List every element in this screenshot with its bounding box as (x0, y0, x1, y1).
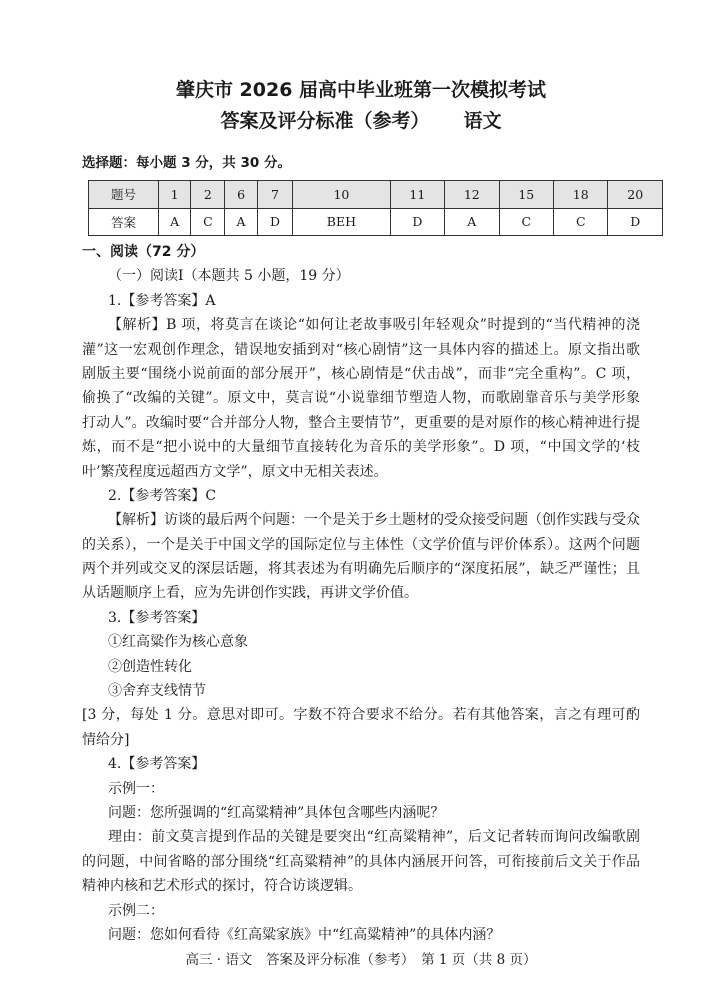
q4-reason-line: 精神内核和艺术形式的探讨，符合访谈逻辑。 (82, 878, 362, 895)
q4-example2-label: 示例二： (108, 902, 164, 919)
subsection-heading: （一）阅读Ⅰ（本题共 5 小题，19 分） (108, 268, 350, 285)
q4-reason-line: 的问题，中间省略的部分围绕“红高粱精神”的具体内涵展开问答，可衔接前后文关于作品 (82, 853, 640, 870)
mcq-note: 选择题：每小题 3 分，共 30 分。 (82, 155, 291, 171)
question-number: 1 (159, 181, 191, 209)
question-number-row (89, 181, 663, 209)
q4-example1-label: 示例一： (108, 780, 164, 797)
q1-analysis-line: 叶’繁茂程度远超西方文学”，原文中无相关表述。 (82, 463, 388, 480)
q2-analysis-line: 【解析】访谈的最后两个问题：一个是关于乡土题材的受众接受问题（创作实践与受众 (108, 512, 640, 529)
answer-cell: D (608, 208, 663, 236)
q4-reason-line: 理由：前文莫言提到作品的关键是要突出“红高粱精神”，后文记者转而询问改编歌剧 (108, 829, 640, 846)
question-number: 10 (293, 181, 390, 209)
question-number: 18 (554, 181, 608, 209)
answer-cell: A (445, 208, 499, 236)
q1-analysis-line: 炼，而不是“把小说中的大量细节直接转化为音乐的美学形象”。D 项，“中国文学的‘枝 (82, 439, 640, 456)
question-number: 11 (390, 181, 444, 209)
answer-row (89, 208, 663, 236)
page-footer: 高三 · 语文 答案及评分标准（参考） 第 1 页（共 8 页） (185, 952, 537, 968)
answer-cell: C (554, 208, 608, 236)
answer-cell: D (390, 208, 444, 236)
row-header: 题号 (89, 181, 159, 209)
document-title: 肇庆市 2026 届高中毕业班第一次模拟考试 (175, 79, 547, 101)
q4-question1: 问题：您所强调的“红高粱精神”具体包含哪些内涵呢？ (108, 804, 445, 821)
answer-cell: D (257, 208, 293, 236)
row-header: 答案 (89, 208, 159, 236)
q2-analysis-line: 的关系），一个是关于中国文学的国际定位与主体性（文学价值与评价体系）。这两个问题 (82, 536, 640, 553)
q2-answer: 2.【参考答案】C (108, 487, 217, 504)
section-heading: 一、阅读（72 分） (82, 244, 205, 260)
q3-point: ①红高粱作为核心意象 (108, 634, 248, 651)
q1-analysis-line: 偷换了“改编的关键”。原文中，莫言说“小说靠细节塑造人物，而歌剧靠音乐与美学形象 (82, 390, 640, 407)
q2-analysis-line: 从话题顺序上看，应为先讲创作实践，再讲文学价值。 (82, 585, 418, 602)
document-body (82, 240, 640, 947)
q1-analysis-line: 打动人”。改编时要“合并部分人物，整合主要情节”，更重要的是对原作的核心精神进行提 (82, 414, 640, 431)
answer-cell: C (191, 208, 225, 236)
q4-question2: 问题：您如何看待《红高粱家族》中“红高粱精神”的具体内涵？ (108, 926, 501, 943)
answer-table (88, 180, 663, 236)
question-number: 7 (257, 181, 293, 209)
q4-answer: 4.【参考答案】 (108, 756, 206, 773)
q3-point: ②创造性转化 (108, 658, 192, 675)
q3-scoring-line: [3 分，每处 1 分。意思对即可。字数不符合要求不给分。若有其他答案，言之有理可酌 (82, 707, 640, 724)
q2-analysis-line: 两个并列或交叉的深层话题，将其表述为有明确先后顺序的“深度拓展”，缺乏严谨性；且 (82, 561, 640, 578)
answer-cell: A (159, 208, 191, 236)
q1-answer: 1.【参考答案】A (108, 292, 216, 309)
answer-cell: A (225, 208, 257, 236)
q1-analysis-line: 【解析】B 项，将莫言在谈论“如何让老故事吸引年轻观众”时提到的“当代精神的浇 (108, 317, 640, 334)
subtitle-text: 答案及评分标准（参考） (220, 110, 430, 132)
question-number: 6 (225, 181, 257, 209)
question-number: 2 (191, 181, 225, 209)
document-subtitle (0, 106, 722, 133)
q3-point: ③舍弃支线情节 (108, 683, 206, 700)
q1-analysis-line: 剧版主要“围绕小说前面的部分展开”，核心剧情是“伏击战”，而非“完全重构”。C 项， (82, 365, 640, 382)
subject-label: 语文 (463, 110, 502, 132)
question-number: 20 (608, 181, 663, 209)
answer-cell: C (499, 208, 553, 236)
question-number: 12 (445, 181, 499, 209)
q3-answer: 3.【参考答案】 (108, 609, 206, 626)
q3-scoring-line: 情给分] (82, 731, 130, 748)
question-number: 15 (499, 181, 553, 209)
answer-cell: BEH (293, 208, 390, 236)
q1-analysis-line: 灌”这一宏观创作理念，错误地安插到对“核心剧情”这一具体内容的描述上。原文指出歌 (82, 341, 640, 358)
